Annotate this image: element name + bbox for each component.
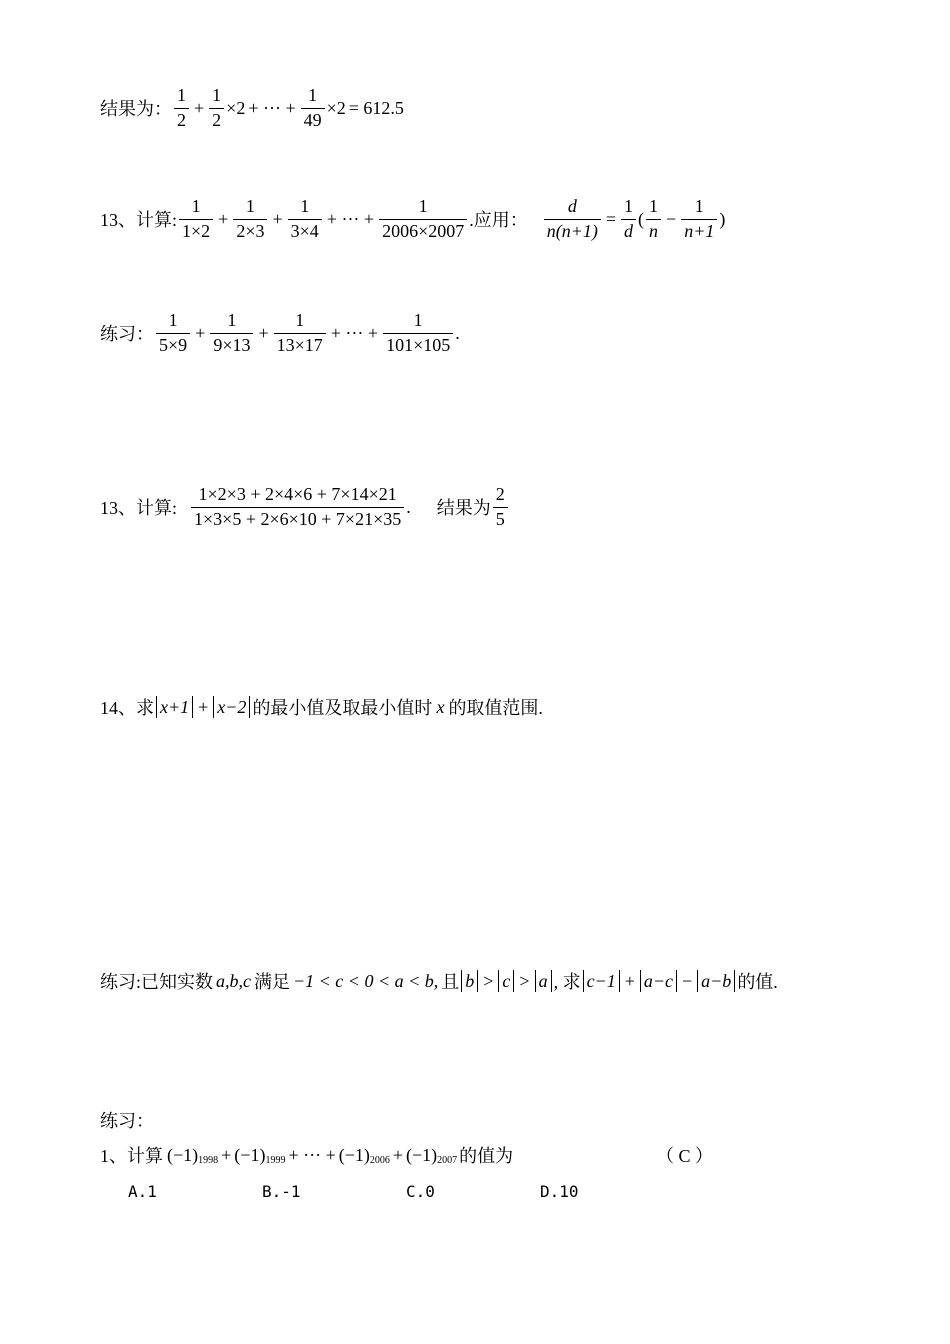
fraction: $\frac{1}{49}$ (301, 86, 325, 131)
fraction: $\frac{1}{2}$ (209, 86, 224, 131)
option-c: C.0 (406, 1182, 435, 1201)
result-label: 结果为 (436, 498, 491, 519)
absolute-value: x+1 (156, 696, 193, 719)
fraction: $\frac{2}{5}$ (493, 485, 508, 530)
fraction: $\frac{1}{3\times 4}$ (288, 197, 322, 242)
problem-13-sum: 13、计算: $\frac{1}{1\times 2}$ + $\frac{1}{2\times 3}$ + $\frac{1}{3\times 4}$ + ··· + $\frac{1}{2006\times 2007}$ .应用： $\frac{d}{n(n+1)}$ = $\frac{1}{d}$ ( $\frac{1}{n}$ − $\frac{1}{n+1}$ ) (100, 196, 726, 241)
exercise-label: 练习:已知实数 (100, 972, 214, 992)
problem-label: 14、求 (100, 698, 154, 718)
problem-13-product: 13、计算: $\frac{1\times 2\times 3 + 2\times 4\times 6 + 7\times 14\times 21}{1\times 3\times 5 + 2\times 6\times 10 + 7\times 21\times 35}$ . 结果为 $\frac{2}{5}$ (100, 485, 510, 530)
option-d: D.10 (540, 1182, 579, 1201)
exercise-heading (100, 1107, 154, 1133)
result-label: 结果为： (100, 99, 172, 120)
option-b: B.-1 (262, 1182, 301, 1201)
result-line-1: 结果为： $\frac{1}{2}$ + $\frac{1}{2}$ × 2 + ··· + $\frac{1}{49}$ × 2 = 612.5 (100, 85, 404, 130)
power-term: $(-1)^{2006}$ (338, 1144, 390, 1166)
fraction: $\frac{1}{101\times 105}$ (383, 311, 453, 356)
problem-label: 13、计算: (100, 210, 178, 231)
fraction: $\frac{d}{n(n+1)}$ (544, 197, 601, 242)
absolute-value: c−1 (583, 970, 620, 993)
apply-label: .应用： (469, 210, 528, 231)
fraction: $\frac{1}{n+1}$ (681, 197, 717, 242)
fraction: $\frac{1\times 2\times 3 + 2\times 4\times 6 + 7\times 14\times 21}{1\times 3\times 5 + 2\times 6\times 10 + 7\times 21\times 35}$ (191, 485, 404, 530)
power-term: $(-1)^{1998}$ (167, 1144, 219, 1166)
exercise-label: 练习： (100, 324, 154, 345)
fraction: $\frac{1}{2006\times 2007}$ (379, 197, 467, 242)
fraction: $\frac{1}{1\times 2}$ (179, 197, 213, 242)
absolute-value: a−c (640, 970, 677, 993)
fraction: $\frac{1}{n}$ (646, 197, 661, 242)
question-1-options (128, 1182, 628, 1206)
fraction: $\frac{1}{2\times 3}$ (233, 197, 267, 242)
fraction: $\frac{1}{5\times 9}$ (156, 311, 190, 356)
question-1: 1、计算 $(-1)^{1998}$ + $(-1)^{1999}$ + ··· + $(-1)^{2006}$ + $(-1)^{2007}$ 的值为 (100, 1142, 513, 1168)
exercise-absolute: 练习:已知实数 a,b,c 满足 −1 < c < 0 < a < b, 且 b > c > a , 求 c−1 + a−c − a−b 的值. (100, 968, 778, 994)
fraction: $\frac{1}{9\times 13}$ (210, 311, 253, 356)
exercise-sum: 练习： $\frac{1}{5\times 9}$ + $\frac{1}{9\times 13}$ + $\frac{1}{13\times 17}$ + ··· + $\frac{1}{101\times 105}$ . (100, 310, 460, 355)
absolute-value: a−b (697, 970, 735, 993)
option-a: A.1 (128, 1182, 157, 1201)
exercise-label: 练习： (100, 1111, 154, 1131)
fraction: $\frac{1}{2}$ (174, 86, 189, 131)
problem-label: 13、计算: (100, 498, 178, 519)
power-term: $(-1)^{2007}$ (406, 1144, 458, 1166)
absolute-value: x−2 (213, 696, 250, 719)
fraction: $\frac{1}{13\times 17}$ (274, 311, 326, 356)
power-term: $(-1)^{1999}$ (234, 1144, 286, 1166)
question-label: 1、计算 (100, 1146, 163, 1166)
absolute-value: b (461, 970, 478, 993)
problem-14: 14、求 x+1 + x−2 的最小值及取最小值时 x 的取值范围. (100, 694, 543, 720)
question-1-answer: （ C ） (656, 1146, 714, 1166)
absolute-value: c (498, 970, 514, 993)
absolute-value: a (535, 970, 552, 993)
fraction: $\frac{1}{d}$ (621, 197, 636, 242)
